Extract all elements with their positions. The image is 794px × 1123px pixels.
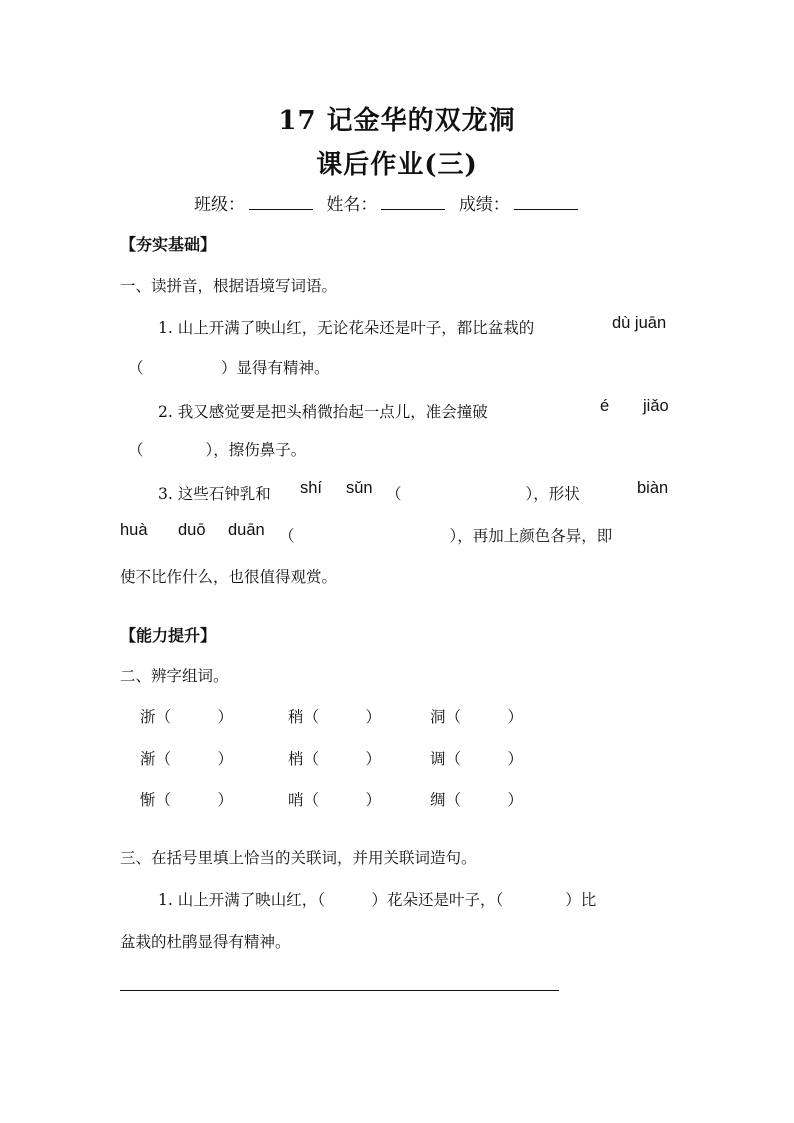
section-heading-basic: 【夯实基础】 (120, 235, 217, 254)
score-label: 成绩： (458, 195, 510, 215)
q1-item3-pinyin-4: huà (120, 521, 148, 539)
q1-item3-paren-2[interactable]: （ ），再加上颜色各异，即 (279, 527, 613, 545)
worksheet-title: 17 记金华的双龙洞 (278, 106, 516, 136)
char-group-cell[interactable]: 梢（ ） (288, 750, 382, 768)
q1-item2-pinyin-1: é (600, 397, 610, 415)
q1-item3-line3: 使不比作什么，也很值得观赏。 (120, 568, 338, 586)
char-group-cell[interactable]: 渐（ ） (140, 750, 234, 768)
q1-item3-pinyin-6: duān (228, 521, 265, 539)
q1-item2-line1: 2. 我又感觉要是把头稍微抬起一点儿，准会撞破 (158, 403, 488, 421)
score-blank[interactable] (514, 195, 578, 210)
question-2-title: 二、辨字组词。 (120, 667, 229, 685)
char-group-cell[interactable]: 稍（ ） (288, 708, 382, 726)
q1-item3-pinyin-3: biàn (637, 479, 669, 497)
char-group-cell[interactable]: 调（ ） (430, 750, 524, 768)
q3-item1-line2: 盆栽的杜鹃显得有精神。 (120, 933, 291, 951)
char-group-cell[interactable]: 浙（ ） (140, 708, 234, 726)
char-group-cell[interactable]: 洞（ ） (430, 708, 524, 726)
name-blank[interactable] (381, 195, 445, 210)
name-label: 姓名： (326, 195, 378, 215)
question-3-title: 三、在括号里填上恰当的关联词，并用关联词造句。 (120, 849, 477, 867)
q3-item1-line1[interactable]: 1. 山上开满了映山红，（ ）花朵还是叶子，（ ）比 (158, 891, 597, 909)
char-group-cell[interactable]: 哨（ ） (288, 791, 382, 809)
question-1-title: 一、读拼音，根据语境写词语。 (120, 277, 338, 295)
q1-item1-line1: 1. 山上开满了映山红，无论花朵还是叶子，都比盆栽的 (158, 319, 535, 337)
worksheet-subtitle: 课后作业(三) (316, 150, 478, 180)
q1-item3-line1: 3. 这些石钟乳和 (158, 485, 271, 503)
q1-item2-pinyin-2: jiǎo (643, 397, 669, 415)
answer-writing-line[interactable] (120, 990, 559, 991)
class-blank[interactable] (249, 195, 313, 210)
q1-item3-pinyin-1: shí (300, 479, 323, 497)
class-label: 班级： (194, 195, 245, 215)
q1-item1-pinyin: dù juān (612, 314, 667, 332)
section-heading-advanced: 【能力提升】 (120, 626, 217, 645)
q1-item3-paren-1[interactable]: （ ），形状 (386, 485, 580, 503)
q1-item3-pinyin-2: sǔn (346, 479, 373, 497)
char-group-cell[interactable]: 惭（ ） (140, 791, 234, 809)
q1-item3-pinyin-5: duō (178, 521, 206, 539)
student-info-line (194, 190, 586, 215)
q1-item1-line2[interactable]: （ ）显得有精神。 (128, 359, 330, 377)
char-group-cell[interactable]: 绸（ ） (430, 791, 524, 809)
q1-item2-line2[interactable]: （ ），擦伤鼻子。 (128, 441, 307, 459)
